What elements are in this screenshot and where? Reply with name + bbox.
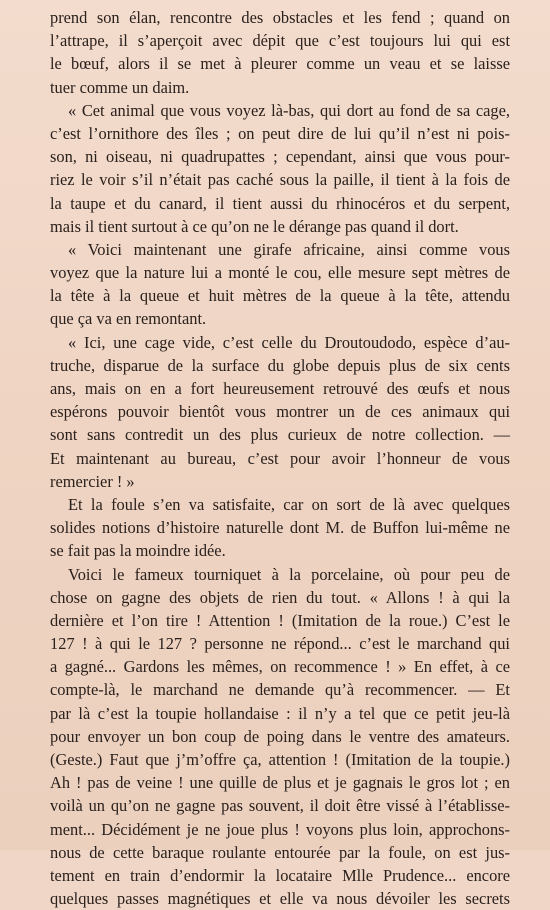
text-line: le bœuf, alors il se met à pleurer comme un veau et se laisse bbox=[50, 54, 510, 74]
text-line: « Ici, une cage vide, c’est celle du Droutoudodo, espèce d’au- bbox=[68, 332, 510, 352]
text-line: voyez que la nature lui a monté le cou, elle mesure sept mètres de bbox=[50, 263, 510, 283]
text-line: chose on gagne des objets de rien du tout. « Allons ! à qui la bbox=[50, 587, 510, 607]
text-line: ans, mais on en a fort heureusement retrouvé des œufs et nous bbox=[50, 379, 510, 398]
text-line: « Voici maintenant une girafe africaine, ainsi comme vous bbox=[68, 239, 510, 259]
text-line: tement en train d’endormir la locataire Mlle Prudence... encore bbox=[50, 865, 510, 885]
text-line: mais il tient surtout à ce qu’on ne le dérange pas quand il dort. bbox=[50, 216, 459, 236]
text-line: « Cet animal que vous voyez là-bas, qui dort au fond de sa cage, bbox=[68, 100, 510, 120]
text-line: se fait pas la moindre idée. bbox=[50, 541, 226, 561]
text-line: son, ni oiseau, ni quadrupattes ; cependant, ainsi que vous pour- bbox=[50, 147, 510, 167]
text-line: Ah ! pas de veine ! une quille de plus et je gagnais le gros lot ; en bbox=[50, 773, 510, 793]
text-line: par là c’est la toupie hollandaise : il n’y a tel que ce petit jeu-là bbox=[50, 703, 510, 723]
text-line: truche, disparue de la surface du globe depuis plus de six cents bbox=[50, 355, 510, 375]
text-line: c’est l’ornithore des îles ; on peut dire de lui qu’il n’est ni pois- bbox=[50, 123, 510, 143]
text-line: 127 ! à qui le 127 ? personne ne répond... c’est le marchand qui bbox=[50, 634, 510, 654]
text-line: remercier ! » bbox=[50, 471, 135, 491]
text-line: la tête à la queue et huit mètres de la queue à la tête, attendu bbox=[50, 286, 510, 306]
text-line: espérons pouvoir bientôt vous montrer un de ces animaux qui bbox=[50, 402, 510, 422]
text-line: sont sans contredit un des plus curieux de notre collection. — bbox=[50, 425, 510, 445]
text-line: compte-là, le marchand ne demande qu’à recommencer. — Et bbox=[50, 680, 510, 700]
text-line: Et maintenant au bureau, c’est pour avoir l’honneur de vous bbox=[50, 448, 510, 468]
text-line: prend son élan, rencontre des obstacles et les fend ; quand on bbox=[50, 8, 510, 27]
text-line: que ça va en remontant. bbox=[50, 309, 207, 329]
text-line: (Geste.) Faut que j’m’offre ça, attention ! (Imitation de la toupie.) bbox=[50, 750, 510, 769]
text-line: riez le voir s’il n’était pas caché sous la paille, il tient à la fois de bbox=[50, 170, 510, 190]
text-line: l’attrape, il s’aperçoit avec dépit que c’est toujours lui qui est bbox=[50, 31, 510, 51]
text-line: ment... Décidément je ne joue plus ! voyons plus loin, approchons- bbox=[50, 819, 510, 839]
text-line: voilà un qu’on ne gagne pas souvent, il doit être vissé à l’établisse- bbox=[50, 796, 510, 816]
text-line: solides notions d’histoire naturelle dont M. de Buffon lui-même ne bbox=[50, 518, 510, 538]
text-line: dernière et l’on tire ! Attention ! (Imitation de la roue.) C’est le bbox=[50, 610, 510, 630]
text-line: Voici le fameux tourniquet à la porcelaine, où pour peu de bbox=[68, 564, 510, 584]
text-line: nous de cette baraque roulante entourée par la foule, on est jus- bbox=[50, 842, 510, 862]
page-text-block bbox=[50, 6, 510, 910]
text-line: la taupe et du canard, il tient aussi du rhinocéros et du serpent, bbox=[50, 193, 510, 213]
text-line: a gagné... Gardons les mêmes, on recommence ! » En effet, à ce bbox=[50, 657, 510, 677]
text-line: Et la foule s’en va satisfaite, car on sort de là avec quelques bbox=[68, 494, 510, 514]
text-line: quelques passes magnétiques et elle va nous dévoiler les secrets bbox=[50, 889, 510, 909]
text-line: pour envoyer un bon coup de poing dans le ventre des amateurs. bbox=[50, 726, 510, 746]
text-line: tuer comme un daim. bbox=[50, 77, 190, 97]
